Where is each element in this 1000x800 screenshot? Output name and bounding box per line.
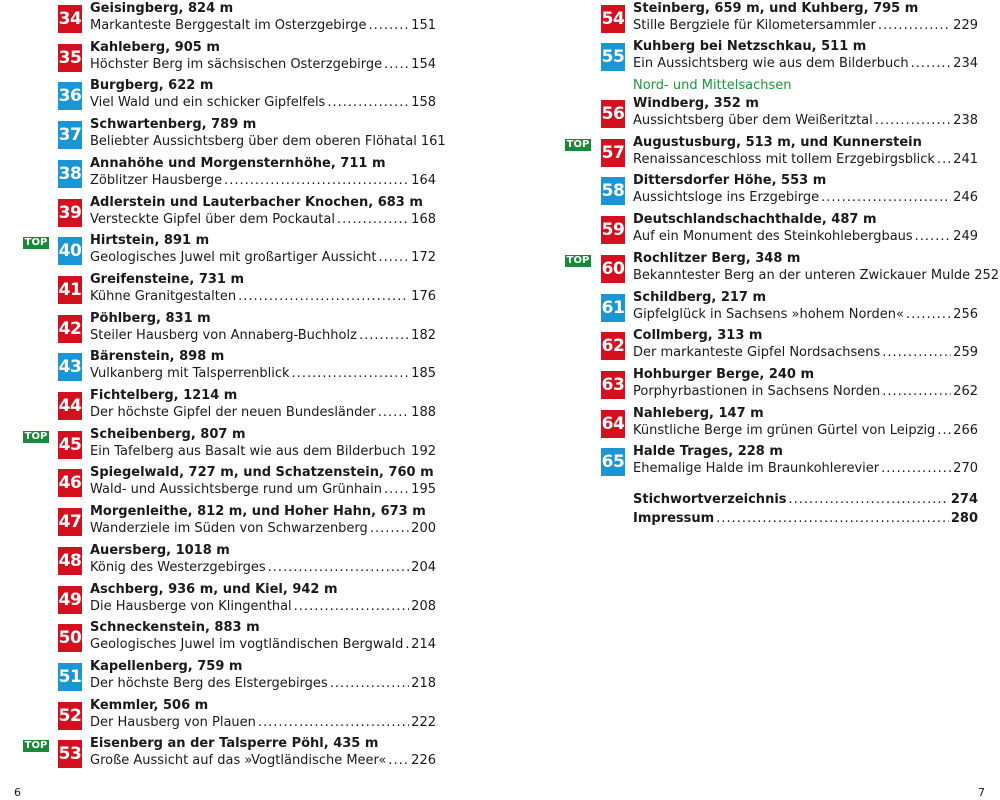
toc-entry[interactable] xyxy=(58,156,436,192)
dot-leader xyxy=(384,482,409,498)
tour-number-badge: 55 xyxy=(601,43,625,71)
dot-leader xyxy=(258,715,409,731)
dot-leader xyxy=(408,444,410,460)
tour-subtitle: König des Westerzgebirges xyxy=(90,559,266,575)
tour-number-badge: 39 xyxy=(58,199,82,227)
tour-subtitle: Vulkanberg mit Talsperrenblick xyxy=(90,366,290,382)
dot-leader xyxy=(906,307,951,323)
tour-page-number: 238 xyxy=(953,113,978,128)
tour-subtitle-line xyxy=(90,289,436,305)
tour-page-number: 256 xyxy=(953,306,978,322)
tour-page-number: 226 xyxy=(411,753,436,769)
tour-title: Greifensteine, 731 m xyxy=(90,271,245,287)
tour-subtitle: Geologisches Juwel mit großartiger Aussicht xyxy=(90,250,377,266)
tour-title: Schildberg, 217 m xyxy=(633,289,767,305)
dot-leader xyxy=(937,152,951,168)
tour-subtitle-line xyxy=(90,676,436,692)
tour-number-badge: 46 xyxy=(58,469,82,497)
tour-page-number: 172 xyxy=(411,250,436,266)
page-number-left: 6 xyxy=(14,786,21,799)
dot-leader xyxy=(238,289,409,305)
back-matter-item[interactable] xyxy=(633,492,978,508)
dot-leader xyxy=(716,511,949,527)
tour-subtitle: Die Hausberge von Klingenthal xyxy=(90,598,292,614)
tour-page-number: 234 xyxy=(953,56,978,71)
tour-subtitle: Bekanntester Berg an der unteren Zwickauer Mulde xyxy=(633,267,971,283)
tour-subtitle: Der höchste Gipfel der neuen Bundesländer xyxy=(90,405,376,420)
tour-title: Adlerstein und Lauterbacher Knochen, 683 m xyxy=(90,194,423,210)
tour-subtitle-line xyxy=(90,637,436,653)
tour-title: Eisenberg an der Talsperre Pöhl, 435 m xyxy=(90,736,379,752)
toc-entry[interactable] xyxy=(58,78,436,114)
tour-subtitle-line xyxy=(90,95,436,111)
top-tag: TOP xyxy=(24,430,48,442)
dot-leader xyxy=(384,57,409,73)
tour-subtitle-line xyxy=(90,57,436,73)
tour-subtitle: Wald- und Aussichtsberge rund um Grünhain xyxy=(90,482,383,498)
tour-subtitle-line xyxy=(90,599,436,615)
tour-subtitle: Markanteste Berggestalt im Osterzgebirge xyxy=(90,18,367,33)
toc-entry[interactable] xyxy=(601,212,978,248)
dot-leader xyxy=(370,521,409,537)
dot-leader xyxy=(224,173,409,189)
dot-leader xyxy=(294,599,410,615)
tour-number-badge: 42 xyxy=(58,315,82,343)
tour-number-badge: 60 xyxy=(601,255,625,283)
tour-title: Kapellenberg, 759 m xyxy=(90,658,243,674)
dot-leader xyxy=(937,423,951,439)
tour-subtitle: Steiler Hausberg von Annaberg-Buchholz xyxy=(90,327,357,343)
tour-title: Deutschlandschachthalde, 487 m xyxy=(633,212,877,228)
tour-page-number: 151 xyxy=(411,18,436,33)
top-tag: TOP xyxy=(566,254,590,266)
tour-number-badge: 65 xyxy=(601,448,625,476)
dot-leader xyxy=(327,95,409,111)
tour-page-number: 222 xyxy=(411,714,436,730)
tour-subtitle: Der höchste Berg des Elstergebirges xyxy=(90,675,328,691)
tour-subtitle-line xyxy=(90,715,436,731)
toc-entry[interactable] xyxy=(58,349,436,385)
toc-entry[interactable] xyxy=(601,1,978,37)
tour-subtitle: Kühne Granitgestalten xyxy=(90,288,237,304)
tour-title: Kuhberg bei Netzschkau, 511 m xyxy=(633,39,867,54)
tour-number-badge: 36 xyxy=(58,82,82,110)
tour-subtitle: Ein Tafelberg aus Basalt wie aus dem Bilderbuch xyxy=(90,443,406,459)
toc-entry[interactable] xyxy=(58,465,436,501)
dot-leader xyxy=(378,405,409,421)
dot-leader xyxy=(330,676,409,692)
tour-title: Bärenstein, 898 m xyxy=(90,349,225,365)
toc-entry[interactable] xyxy=(58,543,436,579)
tour-subtitle: Wanderziele im Süden von Schwarzenberg xyxy=(90,521,368,537)
toc-entry[interactable] xyxy=(58,698,436,734)
tour-page-number: 164 xyxy=(411,172,436,188)
tour-title: Auersberg, 1018 m xyxy=(90,542,230,558)
tour-number-badge: 34 xyxy=(58,5,82,33)
tour-title: Fichtelberg, 1214 m xyxy=(90,388,238,403)
tour-subtitle-line xyxy=(633,267,1000,284)
back-matter-item[interactable] xyxy=(633,511,978,527)
tour-subtitle-line xyxy=(90,134,446,150)
tour-number-badge: 41 xyxy=(58,276,82,304)
tour-subtitle: Beliebter Aussichtsberg über dem oberen Flöhatal xyxy=(90,134,417,150)
dot-leader xyxy=(882,345,951,361)
dot-leader xyxy=(268,560,410,576)
tour-number-badge: 44 xyxy=(58,392,82,420)
tour-subtitle-line xyxy=(90,173,436,189)
tour-page-number: 154 xyxy=(411,56,436,72)
toc-entry[interactable] xyxy=(601,135,978,171)
tour-subtitle-line xyxy=(90,560,436,576)
tour-title: Nahleberg, 147 m xyxy=(633,405,764,421)
tour-subtitle-line xyxy=(90,328,436,344)
toc-entry[interactable] xyxy=(601,39,978,75)
tour-page-number: 185 xyxy=(411,366,436,382)
tour-page-number: 229 xyxy=(953,18,978,33)
toc-entry[interactable] xyxy=(601,328,978,364)
tour-page-number: 168 xyxy=(411,211,436,227)
tour-title: Schneckenstein, 883 m xyxy=(90,620,260,636)
tour-title: Aschberg, 936 m, und Kiel, 942 m xyxy=(90,581,338,597)
tour-title: Pöhlberg, 831 m xyxy=(90,310,211,326)
top-tag: TOP xyxy=(24,237,48,249)
dot-leader xyxy=(821,190,951,206)
tour-number-badge: 61 xyxy=(601,294,625,322)
tour-number-badge: 59 xyxy=(601,216,625,244)
tour-page-number: 200 xyxy=(411,521,436,537)
tour-subtitle-line xyxy=(633,190,978,206)
tour-number-badge: 40 xyxy=(58,237,82,265)
dot-leader xyxy=(369,18,410,34)
tour-subtitle: Porphyrbastionen in Sachsens Norden xyxy=(633,383,881,399)
tour-number-badge: 57 xyxy=(601,139,625,167)
top-tag: TOP xyxy=(24,740,48,752)
tour-page-number: 266 xyxy=(953,422,978,438)
tour-subtitle: Der Hausberg von Plauen xyxy=(90,714,256,730)
toc-entry[interactable] xyxy=(58,388,436,424)
dot-leader xyxy=(882,384,951,400)
tour-subtitle: Künstliche Berge im grünen Gürtel von Leipzig xyxy=(633,422,936,438)
top-tag: TOP xyxy=(566,138,590,150)
tour-number-badge: 54 xyxy=(601,5,625,33)
tour-title: Windberg, 352 m xyxy=(633,96,759,111)
tour-title: Spiegelwald, 727 m, und Schatzenstein, 760 m xyxy=(90,465,434,481)
tour-subtitle-line xyxy=(633,384,978,400)
tour-number-badge: 47 xyxy=(58,508,82,536)
toc-entry[interactable] xyxy=(601,367,978,403)
back-matter-label: Stichwortverzeichnis xyxy=(633,492,787,507)
tour-subtitle-line xyxy=(633,56,978,72)
tour-number-badge: 43 xyxy=(58,353,82,381)
tour-subtitle-line xyxy=(633,113,978,129)
tour-subtitle-line xyxy=(90,444,436,460)
toc-entry[interactable] xyxy=(58,311,436,347)
tour-title: Kemmler, 506 m xyxy=(90,697,209,713)
tour-number-badge: 50 xyxy=(58,624,82,652)
tour-subtitle-line xyxy=(633,307,978,323)
dot-leader xyxy=(878,18,951,34)
tour-subtitle: Aussichtsloge ins Erzgebirge xyxy=(633,190,820,206)
tour-page-number: 182 xyxy=(411,327,436,343)
tour-title: Steinberg, 659 m, und Kuhberg, 795 m xyxy=(633,1,919,16)
toc-entry[interactable] xyxy=(58,582,436,618)
tour-title: Annahöhe und Morgensternhöhe, 711 m xyxy=(90,155,386,171)
tour-title: Kahleberg, 905 m xyxy=(90,39,220,55)
tour-subtitle: Auf ein Monument des Steinkohlebergbaus xyxy=(633,229,913,245)
tour-number-badge: 64 xyxy=(601,410,625,438)
toc-entry[interactable] xyxy=(601,173,978,209)
tour-subtitle-line xyxy=(90,405,436,421)
tour-number-badge: 51 xyxy=(58,663,82,691)
toc-entry[interactable] xyxy=(58,620,436,656)
tour-subtitle: Aussichtsberg über dem Weißeritztal xyxy=(633,113,873,128)
dot-leader xyxy=(292,366,410,382)
toc-entry[interactable] xyxy=(601,250,1000,287)
dot-leader xyxy=(915,229,952,245)
tour-number-badge: 62 xyxy=(601,332,625,360)
tour-page-number: 161 xyxy=(420,134,446,150)
dot-leader xyxy=(875,113,951,129)
back-matter-page-number: 280 xyxy=(950,511,978,526)
tour-number-badge: 56 xyxy=(601,100,625,128)
tour-subtitle: Versteckte Gipfel über dem Pockautal xyxy=(90,211,335,227)
tour-subtitle: Der markanteste Gipfel Nordsachsens xyxy=(633,345,881,361)
tour-subtitle-line xyxy=(633,152,978,168)
back-matter-label: Impressum xyxy=(633,511,715,526)
tour-title: Dittersdorfer Höhe, 553 m xyxy=(633,173,827,189)
back-matter-page-number: 274 xyxy=(950,492,978,507)
tour-subtitle: Ehemalige Halde im Braunkohlerevier xyxy=(633,461,880,477)
tour-page-number: 246 xyxy=(953,190,978,206)
dot-leader xyxy=(359,328,409,344)
tour-page-number: 158 xyxy=(411,95,436,111)
tour-number-badge: 63 xyxy=(601,371,625,399)
toc-entry[interactable] xyxy=(58,736,436,772)
tour-number-badge: 35 xyxy=(58,44,82,72)
tour-page-number: 214 xyxy=(411,637,436,653)
page-number-right: 7 xyxy=(978,786,985,799)
tour-page-number: 195 xyxy=(411,482,436,498)
tour-title: Augustusburg, 513 m, und Kunnerstein xyxy=(633,134,922,150)
tour-subtitle-line xyxy=(90,482,436,498)
dot-leader xyxy=(388,753,409,769)
tour-number-badge: 38 xyxy=(58,160,82,188)
toc-entry[interactable] xyxy=(58,117,446,153)
dot-leader xyxy=(881,461,951,477)
tour-subtitle: Ein Aussichtsberg wie aus dem Bilderbuch xyxy=(633,56,909,71)
tour-subtitle-line xyxy=(633,345,978,361)
toc-entry[interactable] xyxy=(58,427,436,463)
tour-number-badge: 52 xyxy=(58,702,82,730)
tour-subtitle: Renaissanceschloss mit tollem Erzgebirgsblick xyxy=(633,151,935,167)
toc-entry[interactable] xyxy=(601,290,978,326)
tour-subtitle-line xyxy=(90,521,436,537)
tour-page-number: 252 xyxy=(974,267,1000,283)
tour-title: Scheibenberg, 807 m xyxy=(90,426,246,442)
tour-number-badge: 53 xyxy=(58,740,82,768)
tour-subtitle-line xyxy=(633,229,978,245)
dot-leader xyxy=(378,250,409,266)
tour-page-number: 192 xyxy=(411,443,436,459)
toc-entry[interactable] xyxy=(58,272,436,308)
tour-subtitle: Zöblitzer Hausberge xyxy=(90,172,223,188)
toc-entry[interactable] xyxy=(58,504,436,540)
tour-page-number: 249 xyxy=(953,229,978,245)
tour-page-number: 241 xyxy=(953,151,978,167)
tour-subtitle-line xyxy=(90,212,436,228)
tour-page-number: 176 xyxy=(411,288,436,304)
tour-page-number: 270 xyxy=(953,461,978,477)
tour-subtitle: Stille Bergziele für Kilometersammler xyxy=(633,18,876,33)
tour-number-badge: 45 xyxy=(58,431,82,459)
tour-page-number: 204 xyxy=(411,559,436,575)
right-page xyxy=(500,0,1000,800)
tour-subtitle-line xyxy=(633,461,978,477)
tour-page-number: 259 xyxy=(953,345,978,361)
tour-page-number: 262 xyxy=(953,383,978,399)
tour-title: Hirtstein, 891 m xyxy=(90,233,210,249)
toc-entry[interactable] xyxy=(601,96,978,132)
tour-subtitle-line xyxy=(90,18,436,34)
toc-entry[interactable] xyxy=(58,1,436,37)
dot-leader xyxy=(405,637,409,653)
tour-subtitle: Höchster Berg im sächsischen Osterzgebirge xyxy=(90,56,383,72)
tour-subtitle-line xyxy=(90,366,436,382)
tour-subtitle-line xyxy=(633,18,978,34)
tour-number-badge: 37 xyxy=(58,121,82,149)
tour-number-badge: 49 xyxy=(58,586,82,614)
tour-title: Schwartenberg, 789 m xyxy=(90,117,257,133)
tour-subtitle: Gipfelglück in Sachsens »hohem Norden« xyxy=(633,306,904,322)
tour-title: Collmberg, 313 m xyxy=(633,328,763,344)
tour-page-number: 218 xyxy=(411,675,436,691)
toc-entry[interactable] xyxy=(58,233,436,269)
tour-subtitle: Viel Wald und ein schicker Gipfelfels xyxy=(90,95,326,111)
toc-entry[interactable] xyxy=(58,659,436,695)
tour-page-number: 208 xyxy=(411,598,436,614)
dot-leader xyxy=(337,212,409,228)
tour-title: Halde Trages, 228 m xyxy=(633,444,783,460)
toc-entry[interactable] xyxy=(601,444,978,480)
tour-title: Hohburger Berge, 240 m xyxy=(633,366,815,382)
tour-title: Geisingberg, 824 m xyxy=(90,1,234,16)
dot-leader xyxy=(911,56,952,72)
tour-subtitle-line xyxy=(90,753,436,769)
tour-subtitle: Geologisches Juwel im vogtländischen Bergwald xyxy=(90,637,404,653)
tour-subtitle-line xyxy=(90,250,436,266)
tour-number-badge: 58 xyxy=(601,177,625,205)
toc-entry[interactable] xyxy=(601,406,978,442)
tour-subtitle: Große Aussicht auf das »Vogtländische Meer« xyxy=(90,753,387,769)
tour-title: Burgberg, 622 m xyxy=(90,78,214,94)
tour-page-number: 188 xyxy=(411,405,436,420)
toc-entry[interactable] xyxy=(58,195,436,231)
tour-title: Morgenleithe, 812 m, und Hoher Hahn, 673 m xyxy=(90,504,426,520)
tour-number-badge: 48 xyxy=(58,547,82,575)
dot-leader xyxy=(789,492,949,508)
tour-subtitle-line xyxy=(633,423,978,439)
toc-entry[interactable] xyxy=(58,40,436,76)
section-heading: Nord- und Mittelsachsen xyxy=(633,78,792,93)
tour-title: Rochlitzer Berg, 348 m xyxy=(633,250,801,266)
